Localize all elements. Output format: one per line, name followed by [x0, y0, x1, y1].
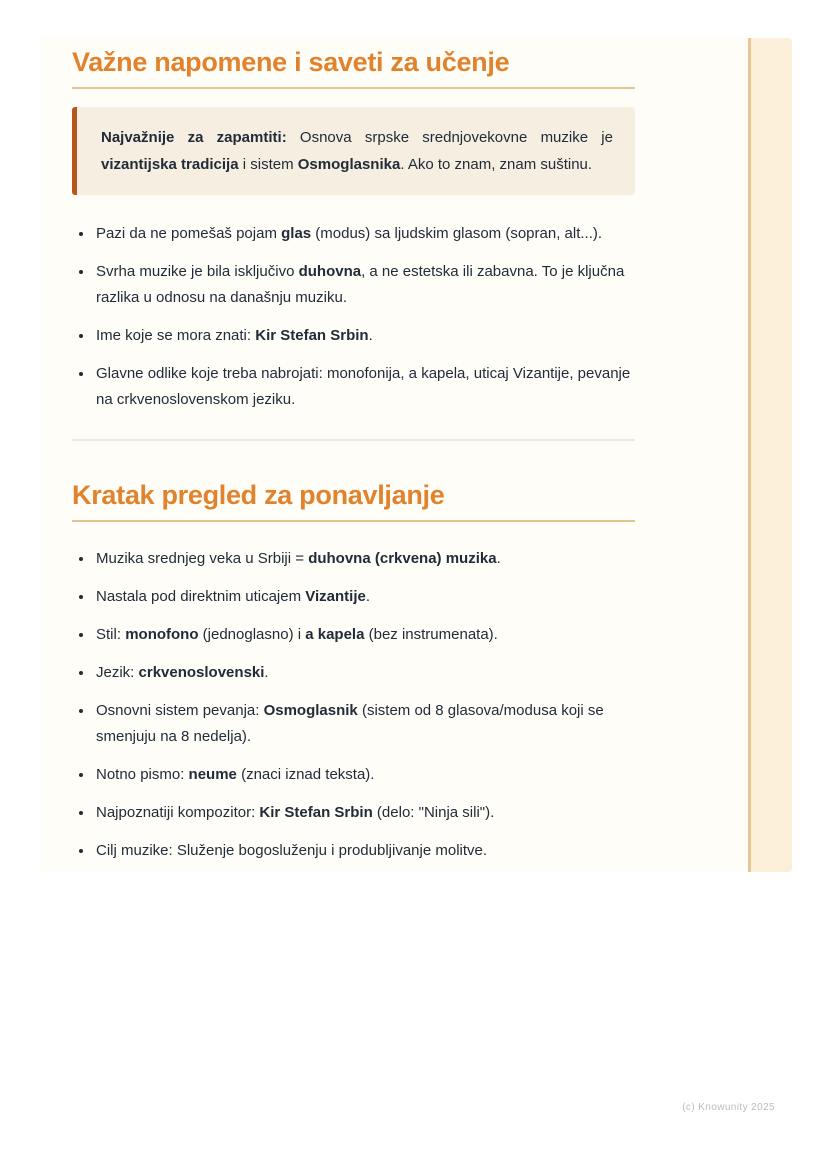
- text-run: Stil:: [96, 626, 126, 643]
- text-run: Cilj muzike: Služenje bogosluženju i produbljivanje molitve.: [96, 842, 488, 859]
- list-item: [94, 838, 635, 864]
- section-notes: [72, 46, 635, 413]
- text-run: (znaci iznad teksta).: [236, 766, 375, 783]
- section-review-title: Kratak pregled za ponavljanje: [72, 480, 445, 510]
- text-run: Muzika srednjeg veka u Srbiji =: [96, 550, 309, 567]
- list-item: [94, 323, 635, 349]
- list-item: [94, 361, 635, 413]
- bold-text-run: Kir Stefan Srbin: [255, 327, 369, 344]
- list-item: [94, 660, 635, 686]
- list-item: [94, 800, 635, 826]
- bold-text-run: Najvažnije za zapamtiti:: [101, 129, 287, 146]
- bold-text-run: Osmoglasnik: [263, 702, 358, 719]
- text-run: (delo: "Ninja sili").: [372, 804, 495, 821]
- bold-text-run: crkvenoslovenski: [138, 664, 265, 681]
- text-run: .: [365, 588, 371, 605]
- text-run: Nastala pod direktnim uticajem: [96, 588, 306, 605]
- list-item: [94, 259, 635, 311]
- bold-text-run: a kapela: [305, 626, 365, 643]
- bold-text-run: monofono: [125, 626, 199, 643]
- section-notes-underline: [72, 87, 635, 89]
- text-run: .: [264, 664, 269, 681]
- text-run: Jezik:: [96, 664, 139, 681]
- text-run: (jednoglasno) i: [198, 626, 306, 643]
- text-run: , a ne estetska ili zabavna. To je ključna razlika u odnosu na današnju muziku.: [96, 263, 625, 306]
- section-review-underline: [72, 520, 635, 522]
- text-run: .: [368, 327, 373, 344]
- bold-text-run: Osmoglasnika: [297, 156, 401, 173]
- section-notes-title: Važne napomene i saveti za učenje: [72, 47, 510, 77]
- text-run: Osnova srpske srednjovekovne muzike je: [286, 129, 613, 146]
- page-edge-strip: [748, 38, 792, 872]
- list-item: [94, 584, 635, 610]
- bold-text-run: Kir Stefan Srbin: [259, 804, 373, 821]
- notes-bullet-list: [72, 221, 635, 413]
- bold-text-run: duhovna (crkvena) muzika: [308, 550, 497, 567]
- list-item: [94, 762, 635, 788]
- text-run: Pazi da ne pomešaš pojam: [96, 225, 282, 242]
- bold-text-run: neume: [188, 766, 237, 783]
- callout-text: [101, 124, 613, 178]
- text-run: . Ako to znam, znam suštinu.: [400, 156, 593, 173]
- list-item: [94, 698, 635, 750]
- section-review: [72, 479, 635, 864]
- text-run: i sistem: [238, 156, 298, 173]
- bold-text-run: duhovna: [298, 263, 362, 280]
- copyright-text: (c) Knowunity 2025: [682, 1102, 775, 1113]
- callout-box: [72, 107, 635, 195]
- text-run: Glavne odlike koje treba nabrojati: monofonija, a kapela, uticaj Vizantije, pevanje na crkvenoslovenskom jeziku.: [96, 365, 631, 408]
- list-item: [94, 221, 635, 247]
- content-card: [40, 38, 748, 872]
- text-run: .: [496, 550, 501, 567]
- text-run: Ime koje se mora znati:: [96, 327, 256, 344]
- text-run: (modus) sa ljudskim glasom (sopran, alt...).: [311, 225, 603, 242]
- section-divider: [72, 439, 635, 441]
- bold-text-run: glas: [281, 225, 312, 242]
- text-run: (bez instrumenata).: [364, 626, 498, 643]
- bold-text-run: Vizantije: [305, 588, 366, 605]
- text-run: Notno pismo:: [96, 766, 189, 783]
- text-run: Svrha muzike je bila isključivo: [96, 263, 299, 280]
- list-item: [94, 546, 635, 572]
- bold-text-run: vizantijska tradicija: [101, 156, 239, 173]
- text-run: Osnovni sistem pevanja:: [96, 702, 264, 719]
- text-run: Najpoznatiji kompozitor:: [96, 804, 260, 821]
- text-run: (sistem od 8 glasova/modusa koji se smenjuju na 8 nedelja).: [96, 702, 604, 745]
- list-item: [94, 622, 635, 648]
- review-bullet-list: [72, 546, 635, 864]
